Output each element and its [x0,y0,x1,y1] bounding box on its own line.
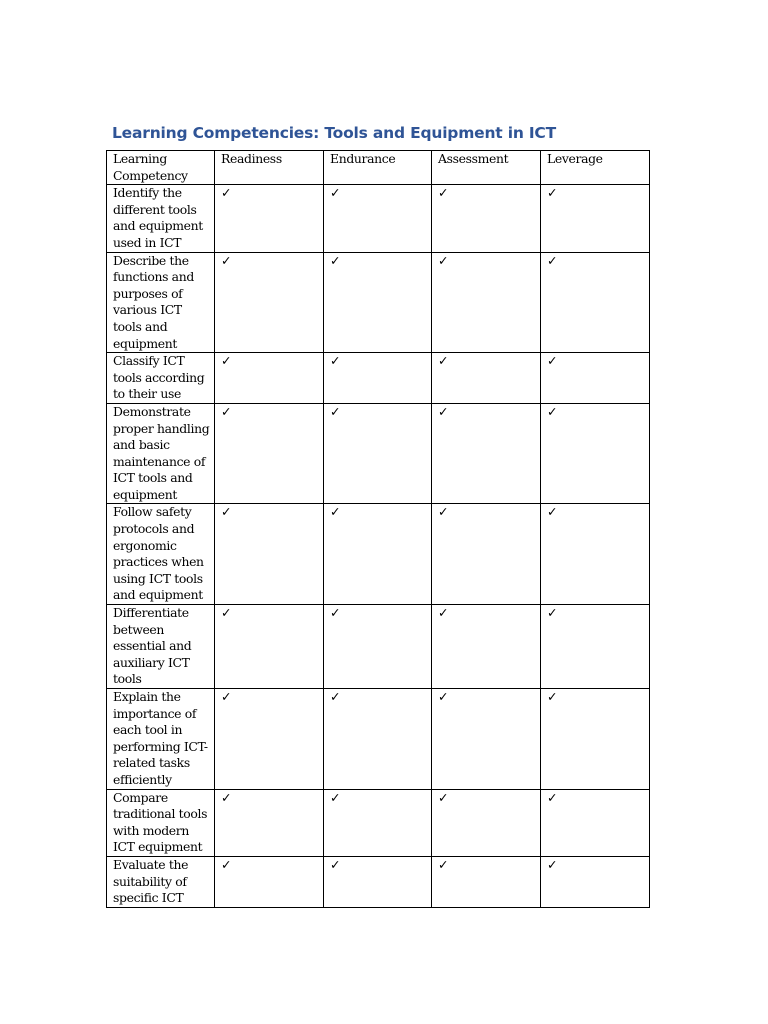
readiness-check: ✓ [215,789,324,856]
table-row [107,605,650,689]
assessment-check: ✓ [432,403,541,504]
header-readiness: Readiness [215,151,324,185]
competency-cell: Identify the different tools and equipment used in ICT [107,185,215,252]
readiness-check: ✓ [215,504,324,605]
readiness-check: ✓ [215,353,324,404]
assessment-check: ✓ [432,605,541,689]
leverage-check: ✓ [541,789,650,856]
table-row [107,689,650,790]
leverage-check: ✓ [541,353,650,404]
assessment-check: ✓ [432,689,541,790]
header-learning-competency: Learning Competency [107,151,215,185]
endurance-check: ✓ [324,252,432,353]
competency-cell: Describe the functions and purposes of various ICT tools and equipment [107,252,215,353]
assessment-check: ✓ [432,353,541,404]
competency-cell: Evaluate the suitability of specific ICT [107,856,215,907]
readiness-check: ✓ [215,689,324,790]
competency-cell: Follow safety protocols and ergonomic practices when using ICT tools and equipment [107,504,215,605]
competency-cell: Explain the importance of each tool in performing ICT-related tasks efficiently [107,689,215,790]
leverage-check: ✓ [541,403,650,504]
assessment-check: ✓ [432,185,541,252]
table-row [107,353,650,404]
endurance-check: ✓ [324,789,432,856]
table-row [107,252,650,353]
competency-table [106,150,650,908]
leverage-check: ✓ [541,689,650,790]
endurance-check: ✓ [324,689,432,790]
leverage-check: ✓ [541,504,650,605]
endurance-check: ✓ [324,403,432,504]
assessment-check: ✓ [432,856,541,907]
assessment-check: ✓ [432,504,541,605]
leverage-check: ✓ [541,252,650,353]
header-leverage: Leverage [541,151,650,185]
leverage-check: ✓ [541,185,650,252]
leverage-check: ✓ [541,605,650,689]
table-row [107,185,650,252]
competency-cell: Demonstrate proper handling and basic maintenance of ICT tools and equipment [107,403,215,504]
assessment-check: ✓ [432,252,541,353]
header-assessment: Assessment [432,151,541,185]
assessment-check: ✓ [432,789,541,856]
readiness-check: ✓ [215,252,324,353]
readiness-check: ✓ [215,856,324,907]
table-row [107,856,650,907]
table-row [107,504,650,605]
competency-cell: Differentiate between essential and auxiliary ICT tools [107,605,215,689]
endurance-check: ✓ [324,504,432,605]
competency-cell: Compare traditional tools with modern ICT equipment [107,789,215,856]
endurance-check: ✓ [324,856,432,907]
readiness-check: ✓ [215,185,324,252]
endurance-check: ✓ [324,605,432,689]
endurance-check: ✓ [324,353,432,404]
endurance-check: ✓ [324,185,432,252]
table-row [107,403,650,504]
readiness-check: ✓ [215,403,324,504]
leverage-check: ✓ [541,856,650,907]
table-row [107,789,650,856]
readiness-check: ✓ [215,605,324,689]
table-header-row [107,151,650,185]
header-endurance: Endurance [324,151,432,185]
competency-cell: Classify ICT tools according to their use [107,353,215,404]
document-title: Learning Competencies: Tools and Equipment in ICT [112,124,556,142]
